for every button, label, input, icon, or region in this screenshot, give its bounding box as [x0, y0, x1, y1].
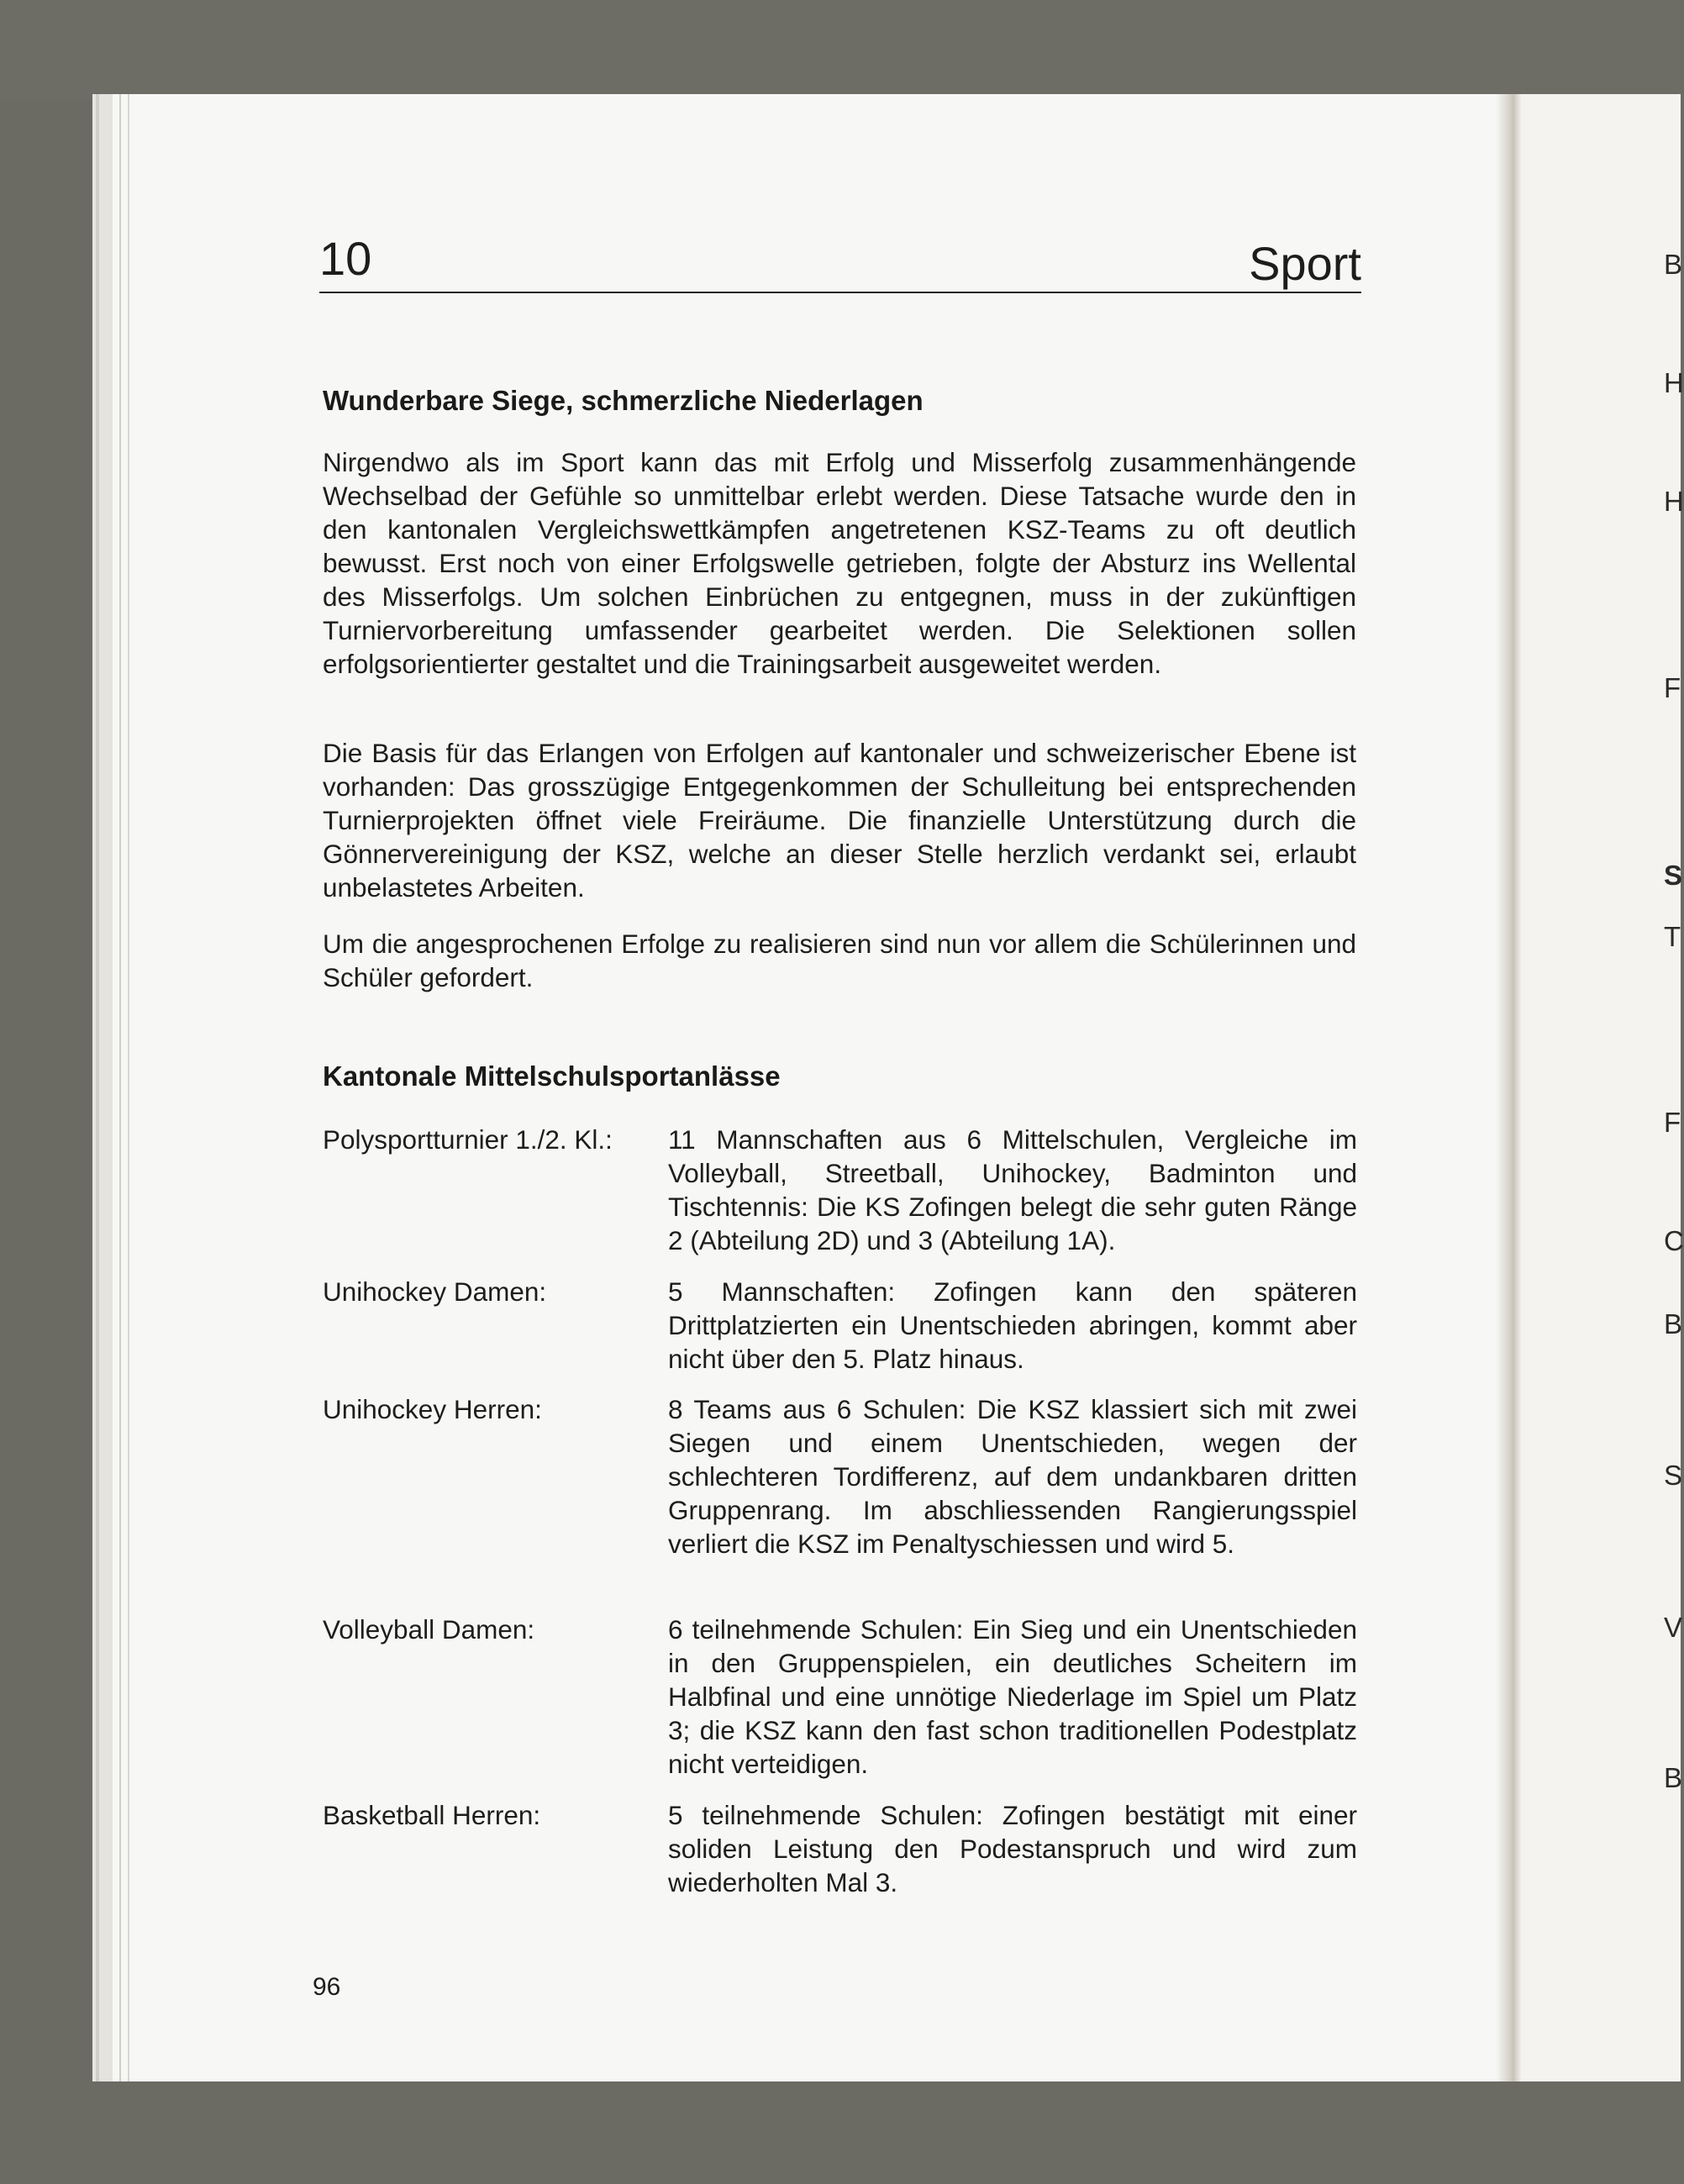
right-page-letter: T: [1664, 921, 1681, 952]
event-label: Unihockey Damen:: [323, 1276, 547, 1307]
event-label: Volleyball Damen:: [323, 1614, 535, 1645]
page-number: 96: [313, 1973, 341, 2001]
right-page-letter: S: [1664, 860, 1683, 891]
right-page-letter: C: [1664, 1225, 1684, 1256]
body-paragraph: Um die angesprochenen Erfolge zu realisieren sind nun vor allem die Schülerinnen und Schüler gefordert.: [323, 929, 1356, 992]
chapter-title: Sport: [1249, 237, 1361, 290]
section-heading: Kantonale Mittelschulsportanlässe: [323, 1060, 781, 1092]
event-description: 8 Teams aus 6 Schulen: Die KSZ klassiert sich mit zwei Siegen und einem Unentschieden, wegen der schlechteren Tordifferenz, auf dem undankbaren dritten Gruppenrang. Im abschliessenden Rangierungsspiel verliert die KSZ im Penaltyschiessen und wird 5.: [668, 1394, 1357, 1559]
right-page-letter: S: [1664, 1460, 1683, 1491]
body-paragraph: Nirgendwo als im Sport kann das mit Erfolg und Misserfolg zusammenhängende Wechselbad der Gefühle so unmittelbar erlebt werden. Diese Tatsache wurde den in den kantonalen Vergleichswettkämpfen angetretenen KSZ-Teams zu oft deutlich bewusst. Erst noch von einer Erfolgswelle getrieben, folgte der Absturz ins Wellental des Misserfolgs. Um solchen Einbrüchen zu entgegnen, muss in der zukünftigen Turniervorbereitung umfassender gearbeitet werden. Die Selektionen sollen erfolgsorientierter gestaltet und die Trainingsarbeit ausgeweitet werden.: [323, 447, 1356, 679]
right-page-letter: H: [1664, 486, 1684, 517]
right-page-letter: B: [1664, 249, 1683, 280]
scan-background: [0, 0, 1681, 99]
book-page-right: [1521, 94, 1681, 2081]
event-description: 6 teilnehmende Schulen: Ein Sieg und ein Unentschieden in den Gruppenspielen, ein deutliches Scheitern im Halbfinal und eine unnötige Niederlage im Spiel um Platz 3; die KSZ kann den fast schon traditionellen Podestplatz nicht verteidigen.: [668, 1614, 1357, 1779]
body-paragraph: Die Basis für das Erlangen von Erfolgen auf kantonaler und schweizerischer Ebene ist vorhanden: Das grosszügige Entgegenkommen der Schulleitung bei entsprechenden Turnierprojekten öffnet viele Freiräume. Die finanzielle Unterstützung durch die Gönnervereinigung der KSZ, welche an dieser Stelle herzlich verdankt sei, erlaubt unbelastetes Arbeiten.: [323, 738, 1356, 903]
event-description: 11 Mannschaften aus 6 Mittelschulen, Vergleiche im Volleyball, Streetball, Unihockey, Badminton und Tischtennis: Die KS Zofingen belegt die sehr guten Ränge 2 (Abteilung 2D) und 3 (Abteilung 1A).: [668, 1124, 1357, 1255]
event-label: Basketball Herren:: [323, 1800, 541, 1830]
event-label: Unihockey Herren:: [323, 1394, 542, 1424]
right-page-letter: F: [1664, 672, 1681, 703]
right-page-letter: F: [1664, 1107, 1681, 1138]
right-page-letter: H: [1664, 367, 1684, 398]
book-gutter: [1496, 94, 1521, 2081]
header-rule: [319, 292, 1361, 293]
right-page-letter: B: [1664, 1762, 1683, 1793]
right-page-letter: V: [1664, 1612, 1683, 1643]
right-page-letter: B: [1664, 1308, 1683, 1339]
event-description: 5 teilnehmende Schulen: Zofingen bestätigt mit einer soliden Leistung den Podestanspruch und wird zum wiederholten Mal 3.: [668, 1800, 1357, 1897]
section-heading: Wunderbare Siege, schmerzliche Niederlagen: [323, 385, 924, 416]
event-label: Polysportturnier 1./2. Kl.:: [323, 1124, 613, 1155]
event-description: 5 Mannschaften: Zofingen kann den späteren Drittplatzierten ein Unentschieden abringen, kommt aber nicht über den 5. Platz hinaus.: [668, 1276, 1357, 1374]
chapter-number: 10: [319, 232, 372, 285]
page-edges: [119, 94, 129, 2081]
